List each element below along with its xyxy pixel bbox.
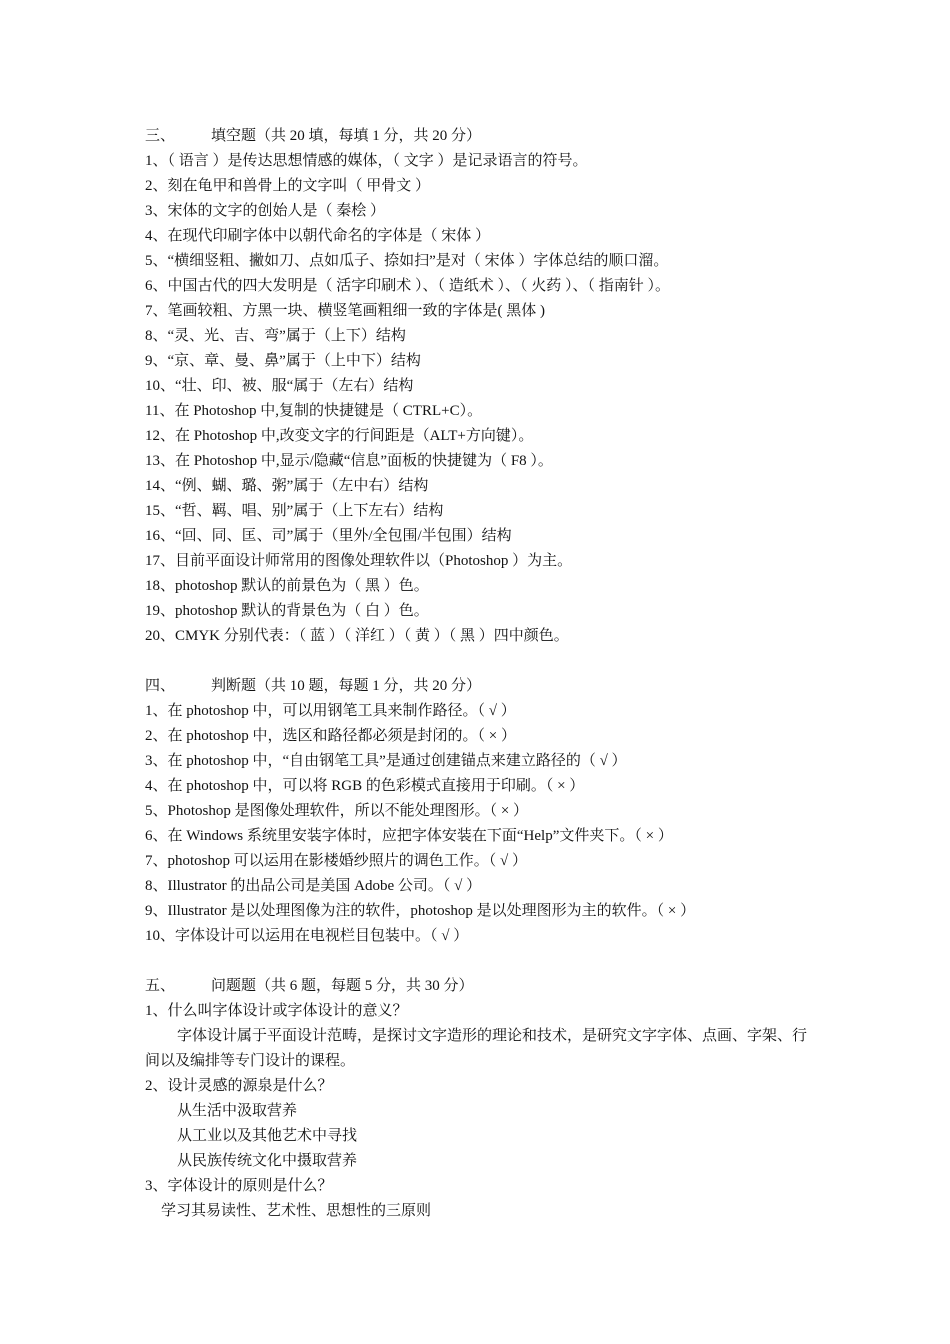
question-item: 2、刻在龟甲和兽骨上的文字叫（ 甲骨文 ） — [145, 178, 431, 194]
question-item: 9、“京、章、曼、鼻”属于（上中下）结构 — [145, 353, 421, 369]
question-item: 11、在 Photoshop 中,复制的快捷键是（ CTRL+C）。 — [145, 403, 483, 419]
blank-line — [145, 649, 825, 674]
question-item: 4、在 photoshop 中，可以将 RGB 的色彩模式直接用于印刷。（ × ） — [145, 778, 585, 794]
section-title: 填空题（共 20 填，每填 1 分，共 20 分） — [211, 128, 482, 144]
question-item: 10、字体设计可以运用在电视栏目包装中。（ √ ） — [145, 928, 469, 944]
question-item: 20、CMYK 分别代表：（ 蓝 ）（ 洋红 ）（ 黄 ）（ 黑 ）四中颜色。 — [145, 628, 569, 644]
question-item: 6、中国古代的四大发明是（ 活字印刷术 ）、（ 造纸术 ）、（ 火药 ）、（ 指南针 ）。 — [145, 278, 671, 294]
question-item: 14、“例、蝴、璐、粥”属于（左中右）结构 — [145, 478, 429, 494]
answer-line: 学习其易读性、艺术性、思想性的三原则 — [161, 1203, 432, 1219]
question-item: 1、在 photoshop 中，可以用钢笔工具来制作路径。（ √ ） — [145, 703, 516, 719]
question-item: 3、宋体的文字的创始人是（ 秦桧 ） — [145, 203, 386, 219]
section-heading-questions — [145, 974, 825, 999]
answer-line: 从生活中汲取营养 — [177, 1103, 298, 1119]
question-text: 2、设计灵感的源泉是什么？ — [145, 1078, 333, 1094]
section-title: 判断题（共 10 题，每题 1 分，共 20 分） — [211, 678, 482, 694]
question-item: 9、Illustrator 是以处理图像为注的软件，photoshop 是以处理图形为主的软件。（ × ） — [145, 903, 696, 919]
question-item: 1、（ 语言 ）是传达思想情感的媒体，（ 文字 ）是记录语言的符号。 — [145, 153, 588, 169]
section-number: 五、 — [145, 978, 176, 994]
blank-line — [145, 949, 825, 974]
question-item: 16、“回、同、匡、司”属于（里外/全包围/半包围）结构 — [145, 528, 512, 544]
question-item: 8、Illustrator 的出品公司是美国 Adobe 公司。（ √ ） — [145, 878, 482, 894]
question-text: 1、什么叫字体设计或字体设计的意义？ — [145, 1003, 408, 1019]
question-item: 18、photoshop 默认的前景色为（ 黑 ）色。 — [145, 578, 429, 594]
section-title: 问题题（共 6 题，每题 5 分，共 30 分） — [211, 978, 474, 994]
question-text: 3、字体设计的原则是什么？ — [145, 1178, 333, 1194]
answer-line: 从民族传统文化中摄取营养 — [177, 1153, 358, 1169]
section-number: 三、 — [145, 128, 176, 144]
question-item: 8、“灵、光、吉、弯”属于（上下）结构 — [145, 328, 406, 344]
question-item: 13、在 Photoshop 中,显示/隐藏“信息”面板的快捷键为（ F8 ）。 — [145, 453, 553, 469]
question-item: 7、笔画较粗、方黑一块、横竖笔画粗细一致的字体是( 黑体 ) — [145, 303, 545, 319]
answer-line: 从工业以及其他艺术中寻找 — [177, 1128, 358, 1144]
section-heading-fill-in — [145, 124, 825, 149]
section-heading-true-false — [145, 674, 825, 699]
question-item: 5、Photoshop 是图像处理软件，所以不能处理图形。（ × ） — [145, 803, 529, 819]
question-item: 7、photoshop 可以运用在影楼婚纱照片的调色工作。（ √ ） — [145, 853, 527, 869]
section-number: 四、 — [145, 678, 176, 694]
question-item: 2、在 photoshop 中，选区和路径都必须是封闭的。（ × ） — [145, 728, 516, 744]
question-item: 10、“壮、印、被、服“属于（左右）结构 — [145, 378, 414, 394]
question-item: 5、“横细竖粗、撇如刀、点如瓜子、捺如扫”是对（ 宋体 ）字体总结的顺口溜。 — [145, 253, 669, 269]
question-item: 6、在 Windows 系统里安装字体时，应把字体安装在下面“Help”文件夹下。（ × ） — [145, 828, 673, 844]
question-item: 15、“哲、羁、唱、别”属于（上下左右）结构 — [145, 503, 444, 519]
document-body — [145, 124, 825, 1224]
question-item: 12、在 Photoshop 中,改变文字的行间距是（ALT+方向键）。 — [145, 428, 534, 444]
question-item: 19、photoshop 默认的背景色为（ 白 ）色。 — [145, 603, 429, 619]
answer-paragraph: 字体设计属于平面设计范畴，是探讨文字造形的理论和技术，是研究文字字体、点画、字架、行间以及编排等专门设计的课程。 — [145, 1028, 808, 1069]
question-item: 17、目前平面设计师常用的图像处理软件以（Photoshop ）为主。 — [145, 553, 573, 569]
question-item: 3、在 photoshop 中，“自由钢笔工具”是通过创建锚点来建立路径的（ √ ） — [145, 753, 627, 769]
question-item: 4、在现代印刷字体中以朝代命名的字体是（ 宋体 ） — [145, 228, 491, 244]
